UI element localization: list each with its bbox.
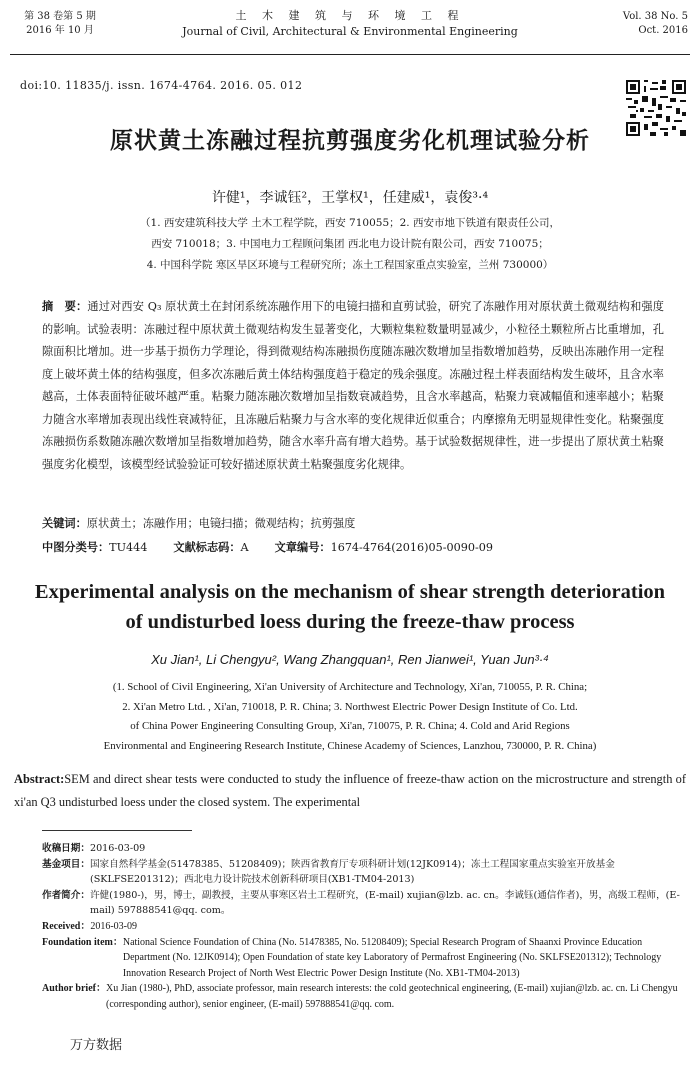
header-journal [150, 8, 550, 40]
footnote-key: 收稿日期： [42, 843, 90, 854]
title-cn: 原状黄土冻融过程抗剪强度劣化机理试验分析 [110, 127, 590, 154]
journal-name-en: Journal of Civil, Architectural & Environmental Engineering [182, 25, 518, 38]
footnote-author-cn [42, 888, 686, 919]
authors-en: Xu Jian¹, Li Chengyu², Wang Zhangquan¹, Ren Jianwei¹, Yuan Jun³·⁴ [151, 652, 549, 667]
affiliation-en-line: Environmental and Engineering Research Institute, Chinese Academy of Sciences, Lanzhou, 730000, P. R. China) [103, 739, 597, 752]
footnote-key: 基金项目： [42, 858, 90, 870]
doi: doi:10. 11835/j. issn. 1674-4764. 2016. 05. 012 [20, 79, 303, 92]
header-volume-cn [12, 10, 108, 38]
header-volume-en [568, 10, 688, 38]
classification-line [42, 539, 664, 555]
footnotes [42, 841, 686, 1013]
footnote-value: 2016-03-09 [89, 843, 146, 854]
title-en: Experimental analysis on the mechanism of shear strength deterioration of undisturbed loess during the freeze-thaw process [34, 581, 666, 633]
date-en: Oct. 2016 [638, 25, 688, 36]
doc-code-label: 文献标志码： [173, 540, 241, 554]
footnote-received-en [42, 919, 686, 935]
keywords-cn [42, 515, 664, 531]
abstract-cn-text: 通过对西安 Q₃ 原状黄土在封闭系统冻融作用下的电镜扫描和直剪试验，研究了冻融作用对原状黄土微观结构和强度的影响。试验表明：冻融过程中原状黄土微观结构发生显著变化，大颗粒集粒数量明显减少，小粒径土颗粒所占比重增加，孔隙面积比增加。进一步基于损伤力学理论，得到微观结构冻融损伤度随冻融次数增加呈指数增加趋势，反映出冻融作用一定程度上破坏黄土体的结构强度，但多次冻融后黄土体结构强度趋于稳定的残余强度。冻融过程土样表面结构发生破坏，且含水率越高，土体表面特征破坏越严重。粘聚力随冻融次数增加呈指数衰减趋势，且含水率越高，粘聚力衰减幅值和速率越小；粘聚力随含水率增加表现出线性衰减特征，且冻融后粘聚力与含水率的变化规律近似重合；内摩擦角无明显规律性变化。粘聚强度冻融损伤系数随冻融次数增加呈指数增加趋势，随含水率升高有增大趋势。基于试验数据规律性，进一步提出了原状黄土粘聚强度劣化模型，该模型经试验验证可较好描述原状黄土粘聚强度劣化规律。 [42, 300, 664, 471]
footnote-divider [42, 830, 192, 831]
article-no-value: 1674-4764(2016)05-0090-09 [330, 541, 494, 554]
affiliation-en-line: (1. School of Civil Engineering, Xi'an University of Architecture and Technology, Xi'an, 710055, P. R. China; [112, 681, 588, 693]
footnote-funding-en [42, 935, 686, 982]
date-cn: 2016 年 10 月 [26, 25, 94, 36]
article-no-label: 文章编号： [274, 540, 331, 554]
footnote-value: 2016-03-09 [90, 920, 137, 932]
footnote-value: National Science Foundation of China (No. 51478385, No. 51208409); Special Research Program of Shaanxi Province Education Department (No. 12JK0914); Open Foundation of state key Laboratory of Permafrost Engineering (No. SKLFSE201312); Technology Innovation Research Project of North West Electric Power Design Institute (No. XB1-TM04-2013) [122, 936, 662, 979]
affiliation-en-line: 2. Xi'an Metro Ltd. , Xi'an, 710018, P. R. China; 3. Northwest Electric Power Design Institute of Co. Ltd. [122, 700, 578, 713]
authors-cn: 许健¹，李诚钰²，王掌权¹，任建威¹，袁俊³·⁴ [211, 190, 489, 206]
watermark: 万方数据 [70, 1038, 123, 1053]
abstract-cn-label: 摘 要： [42, 299, 88, 313]
clc-value: TU444 [109, 541, 148, 554]
header-divider [10, 54, 690, 55]
footnote-key: 作者简介： [42, 889, 90, 901]
footnote-value: 许健(1980-)，男，博士，副教授，主要从事寒区岩土工程研究，(E-mail) xujian@lzb. ac. cn。李诚钰(通信作者)，男，高级工程师，(E-mail) 597888541@qq. com。 [89, 889, 680, 917]
footnote-received-cn [42, 841, 686, 857]
keywords-cn-label: 关键词： [42, 516, 87, 530]
doc-code-value: A [240, 541, 249, 554]
keywords-cn-text: 原状黄土；冻融作用；电镜扫描；微观结构；抗剪强度 [86, 517, 356, 530]
volume-en: Vol. 38 No. 5 [622, 11, 688, 22]
affiliations-en [10, 678, 690, 756]
volume-cn: 第 38 卷第 5 期 [24, 11, 96, 22]
footnote-key: Received： [42, 920, 91, 932]
journal-name-cn: 土 木 建 筑 与 环 境 工 程 [235, 9, 465, 22]
footnote-key: Author brief： [42, 983, 106, 995]
abstract-en [14, 768, 686, 814]
affiliations-cn [60, 213, 640, 276]
abstract-en-text: SEM and direct shear tests were conducted to study the influence of freeze-thaw action on the microstructure and strength of xi'an Q3 undisturbed loess under the closed system. The experimental [14, 772, 686, 809]
abstract-cn [42, 295, 664, 476]
affiliation-cn-line: 4. 中国科学院 寒区旱区环境与工程研究所；冻土工程国家重点实验室，兰州 730000） [146, 259, 554, 271]
affiliation-en-line: of China Power Engineering Consulting Group, Xi'an, 710075, P. R. China; 4. Cold and Arid Regions [130, 720, 570, 732]
clc-label: 中图分类号： [42, 540, 110, 554]
footnote-author-en [42, 981, 686, 1012]
footnote-value: Xu Jian (1980-), PhD, associate professor, main research interests: the cold geotechnical engineering, (E-mail) xujian@lzb. ac. cn. Li Chengyu (corresponding author), senior engineer, (E-mail) 597888541@qq. com. [105, 983, 678, 1010]
footnote-key: Foundation item： [42, 936, 123, 948]
footnote-funding-cn [42, 857, 686, 888]
footnote-value: 国家自然科学基金(51478385、51208409)；陕西省教育厅专项科研计划(12JK0914)；冻土工程国家重点实验室开放基金(SKLFSE201312)；西北电力设计院技术创新科研项目(XB1-TM04-2013) [89, 858, 615, 886]
affiliation-cn-line: （1. 西安建筑科技大学 土木工程学院，西安 710055；2. 西安市地下铁道有限责任公司， [140, 217, 560, 229]
affiliation-cn-line: 西安 710018；3. 中国电力工程顾问集团 西北电力设计院有限公司，西安 710075； [151, 238, 549, 250]
abstract-en-label: Abstract: [14, 772, 65, 786]
